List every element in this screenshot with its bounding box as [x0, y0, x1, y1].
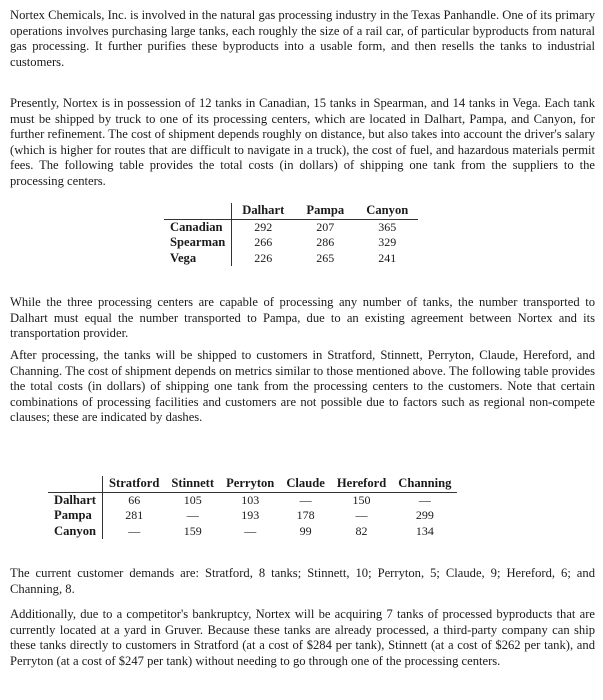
table-row	[48, 492, 457, 508]
cost-cell: 82	[355, 523, 368, 538]
cost-cell: 292	[254, 219, 273, 234]
row-header: Canyon	[48, 524, 103, 540]
column-header: Pampa	[294, 203, 356, 219]
intro-paragraph: Nortex Chemicals, Inc. is involved in the natural gas processing industry in the Texas Panhandle. One of its primary operations involves purchasing large tanks, each roughly the size of a rail car, of particular byproducts from natural gas processing. It further purifies these byproducts into a usable form, and then resells the tanks to industrial customers.	[10, 8, 595, 69]
customer-cost-table	[48, 476, 457, 539]
cost-cell: 286	[316, 235, 335, 249]
column-header: Stinnett	[165, 476, 220, 492]
demand-paragraph: The current customer demands are: Stratford, 8 tanks; Stinnett, 10; Perryton, 5; Claude, 9; Hereford, 6; and Channing, 8.	[10, 566, 595, 596]
cost-cell: 103	[241, 492, 260, 507]
cost-cell: 241	[378, 250, 397, 265]
table-row	[164, 235, 418, 251]
table-corner-cell	[48, 476, 103, 492]
cost-cell: —	[299, 492, 312, 507]
row-header: Dalhart	[48, 492, 103, 508]
cost-cell: 134	[415, 523, 434, 538]
cost-cell: 329	[378, 235, 397, 249]
cost-cell: 365	[378, 219, 397, 234]
cost-cell: 193	[241, 508, 260, 522]
column-header: Perryton	[220, 476, 280, 492]
cost-cell: —	[244, 523, 257, 538]
gruver-paragraph: Additionally, due to a competitor's bankruptcy, Nortex will be acquiring 7 tanks of processed byproducts that are currently located at a yard in Gruver. Because these tanks are already processed, a third-party company can ship these tanks directly to customers in Stratford (at a cost of $284 per tank), Stinnett (at a cost of $262 per tank), and Perryton (at a cost of $247 per tank) without needing to go through one of the processing centers.	[10, 607, 595, 668]
row-header: Canadian	[164, 219, 232, 235]
constraint-paragraph: While the three processing centers are capable of processing any number of tanks, the number transported to Dalhart must equal the number transported to Pampa, due to an existing agreement between Nortex and its transportation provider.	[10, 295, 595, 341]
table-row	[164, 251, 418, 267]
cost-cell: 105	[183, 492, 202, 507]
cost-cell: 266	[254, 235, 273, 249]
cost-cell: 226	[254, 250, 273, 265]
cost-cell: 99	[299, 523, 312, 538]
table-header-row	[164, 203, 418, 219]
table-row	[48, 524, 457, 540]
column-header: Canyon	[356, 203, 418, 219]
cost-cell: —	[355, 508, 368, 522]
cost-cell: 281	[125, 508, 144, 522]
table-header-row	[48, 476, 457, 492]
cost-cell: 66	[128, 492, 141, 507]
column-header: Channing	[392, 476, 457, 492]
cost-cell: 207	[316, 219, 335, 234]
customer-paragraph: After processing, the tanks will be shipped to customers in Stratford, Stinnett, Perryton, Claude, Hereford, and Channing. The cost of shipment depends on metrics similar to those mentioned above. The following table provides the total costs (in dollars) of shipping one tank from the processing centers to the customers. Note that certain combinations of processing facilities and customers are not possible due to factors such as regional non-compete clauses; these are indicated by dashes.	[10, 348, 595, 425]
cost-cell: —	[186, 508, 199, 522]
cost-cell: 299	[415, 508, 434, 522]
column-header: Stratford	[103, 476, 166, 492]
row-header: Spearman	[164, 235, 232, 251]
cost-cell: 159	[183, 523, 202, 538]
column-header: Hereford	[331, 476, 392, 492]
row-header: Vega	[164, 251, 232, 267]
cost-cell: 178	[296, 508, 315, 522]
supplier-cost-table	[164, 203, 418, 266]
table-row	[164, 219, 418, 235]
supplier-paragraph: Presently, Nortex is in possession of 12 tanks in Canadian, 15 tanks in Spearman, and 14 tanks in Vega. Each tank must be shipped by truck to one of its processing centers, which are located in Dalhart, Pampa, and Canyon, for further refinement. The cost of shipment depends roughly on distance, but also takes into account the driver's salary (which is higher for routes that are difficult to navigate in a truck), the cost of fuel, and hazardous materials permit fees. The following table provides the total costs (in dollars) of shipping one tank from the suppliers to the processing centers.	[10, 96, 595, 188]
row-header: Pampa	[48, 508, 103, 524]
column-header: Dalhart	[232, 203, 295, 219]
table-row	[48, 508, 457, 524]
cost-cell: —	[128, 523, 141, 538]
table-corner-cell	[164, 203, 232, 219]
column-header: Claude	[280, 476, 331, 492]
cost-cell: 265	[316, 250, 335, 265]
cost-cell: —	[418, 492, 431, 507]
cost-cell: 150	[352, 492, 371, 507]
